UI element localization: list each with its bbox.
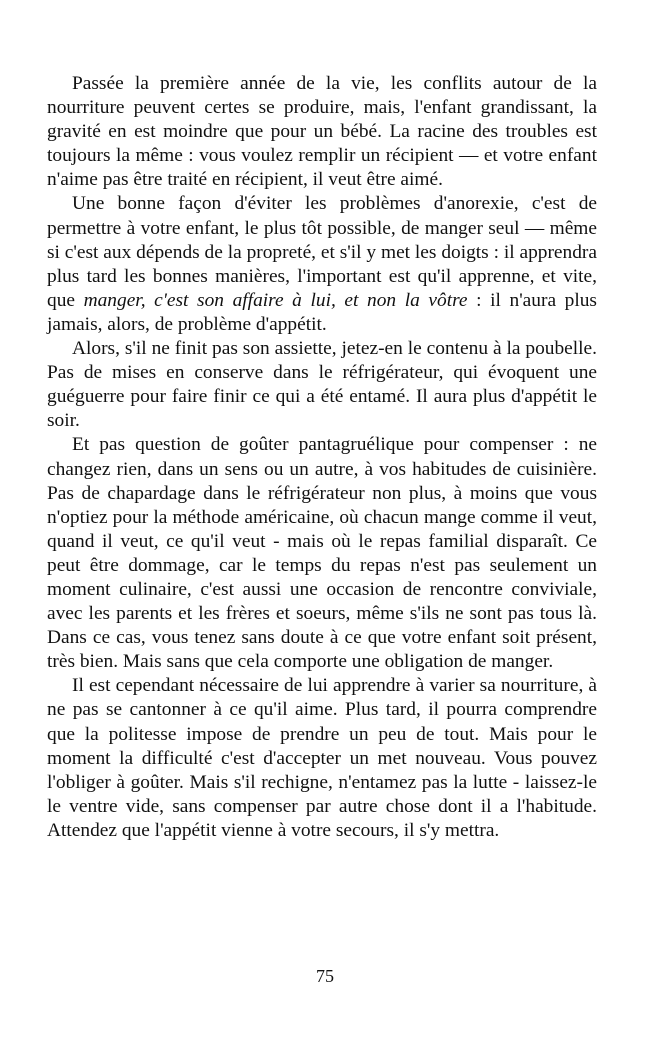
paragraph-anorexia-end: : il n'aura plus jamais, alors, de problème d'appétit. xyxy=(47,289,597,335)
paragraph-plate: Alors, s'il ne finit pas son assiette, jetez-en le contenu à la poubelle. Pas de mises en conserve dans le réfrigérateur, qui évoquent une guéguerre pour faire finir ce qui a été entamé. Il aura plus d'appétit le soir. xyxy=(47,338,597,432)
paragraph-anorexia-text: Une bonne façon d'éviter les problèmes d'anorexie, c'est de permettre à votre enfant, le plus tôt possible, de manger seul — même si c'est aux dépends de la propreté, et s'il y met les doigts : il apprendra plus tard les bonnes manières, l'important est qu'il apprenne, et vite, que xyxy=(47,193,597,311)
paragraph-conflicts: Passée la première année de la vie, les conflits autour de la nourriture peuvent certes se produire, mais, l'enfant grandissant, la gravité en est moindre que pour un bébé. La racine des troubles est toujours la même : vous voulez remplir un récipient — et votre enfant n'aime pas être traité en récipient, il veut être aimé. xyxy=(47,73,597,191)
emphasis-text: manger, c'est son affaire à lui, et non la vôtre xyxy=(83,289,468,311)
paragraph-variety: Il est cependant nécessaire de lui apprendre à varier sa nourriture, à ne pas se cantonner à ce qu'il aime. Plus tard, il pourra comprendre que la politesse impose de prendre un peu de tout. Mais pour le moment la difficulté c'est d'accepter un met nouveau. Vous pouvez l'obliger à goûter. Mais s'il rechigne, n'entamez pas la lutte - laissez-le le ventre vide, sans compenser par autre chose dont il a l'habitude. Attendez que l'appétit vienne à votre secours, il s'y mettra. xyxy=(47,675,597,841)
paragraph-snack: Et pas question de goûter pantagruélique pour compenser : ne changez rien, dans un sens ou un autre, à vos habitudes de cuisinière. Pas de chapardage dans le réfrigérateur non plus, à moins que vous n'optiez pour la méthode américaine, où chacun mange comme il veut, quand il veut, ce qu'il veut - mais où le repas familial disparaît. Ce peut être dommage, car le temps du repas n'est pas seulement un moment culinaire, c'est aussi une occasion de rencontre conviviale, avec les parents et les frères et soeurs, même s'ils ne sont pas tous là. Dans ce cas, vous tenez sans doute à ce que votre enfant soit présent, très bien. Mais sans que cela comporte une obligation de manger. xyxy=(47,434,597,673)
page-body xyxy=(47,72,597,843)
paragraph-anorexia xyxy=(47,192,597,337)
page-number: 75 xyxy=(316,966,334,986)
